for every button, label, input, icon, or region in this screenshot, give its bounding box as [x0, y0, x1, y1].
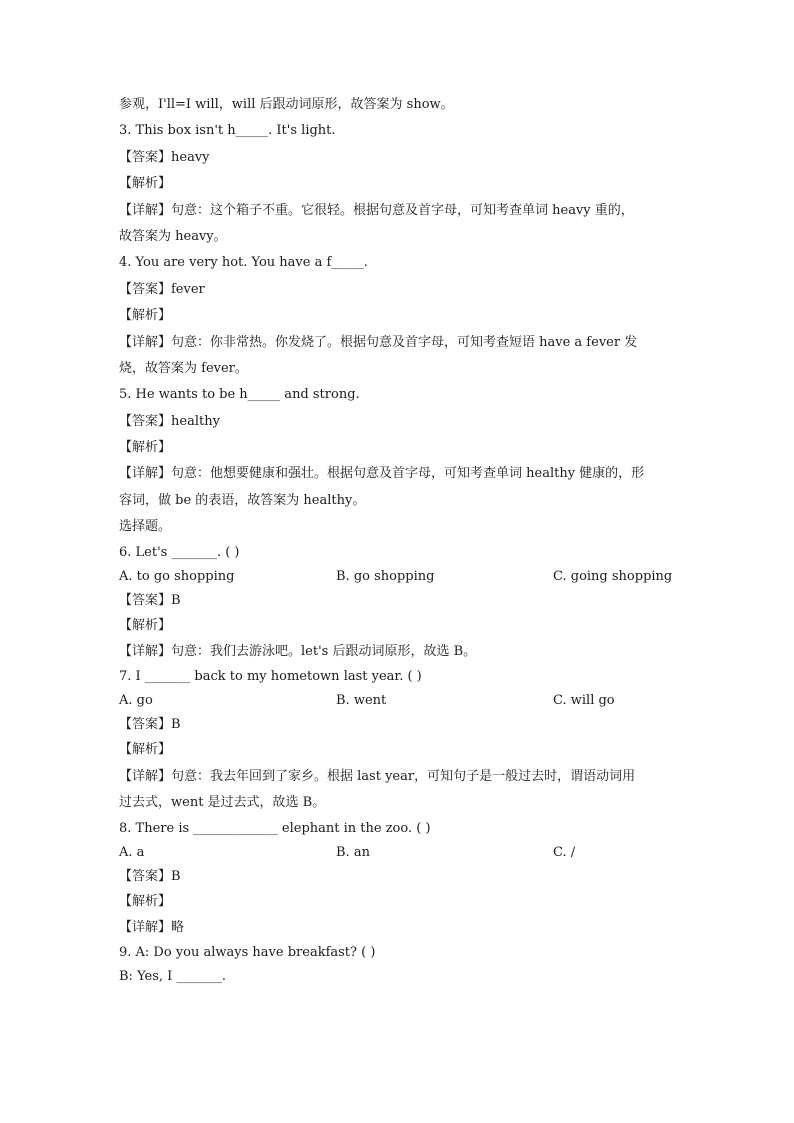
detail-line: 【详解】略 — [119, 919, 185, 935]
answer-line: 【答案】B — [119, 592, 181, 608]
question-5: 5. He wants to be h_____ and strong. — [119, 387, 360, 403]
text-line: 参观，I'll=I will，will 后跟动词原形，故答案为 show。 — [119, 97, 454, 112]
question-8: 8. There is _____________ elephant in the zoo. ( ) — [119, 820, 431, 836]
analysis-line: 【解析】 — [119, 440, 172, 456]
detail-line: 【详解】句意：他想要健康和强壮。根据句意及首字母，可知考查单词 healthy 健康的，形 — [119, 466, 645, 482]
question-6: 6. Let's _______. ( ) — [119, 544, 240, 560]
option-a: A. go — [119, 693, 153, 709]
detail-line: 容词，做 be 的表语，故答案为 healthy。 — [119, 492, 366, 508]
section-heading: 选择题。 — [119, 519, 172, 535]
question-4: 4. You are very hot. You have a f_____. — [119, 255, 368, 271]
option-c: C. going shopping — [553, 568, 673, 584]
analysis-line: 【解析】 — [119, 176, 172, 192]
dialogue-reply: B: Yes, I _______. — [119, 969, 227, 985]
answer-line: 【答案】heavy — [119, 149, 210, 165]
option-a: A. to go shopping — [119, 568, 235, 584]
detail-line: 烧，故答案为 fever。 — [119, 360, 248, 376]
detail-line: 过去式，went 是过去式，故选 B。 — [119, 795, 326, 811]
answer-line: 【答案】healthy — [119, 413, 220, 429]
options-row — [119, 565, 679, 589]
answer-line: 【答案】B — [119, 717, 181, 733]
question-7: 7. I _______ back to my hometown last year. ( ) — [119, 669, 422, 685]
detail-line: 【详解】句意：你非常热。你发烧了。根据句意及首字母，可知考查短语 have a fever 发 — [119, 334, 638, 350]
option-b: B. an — [336, 844, 370, 860]
analysis-line: 【解析】 — [119, 308, 172, 324]
analysis-line: 【解析】 — [119, 617, 172, 633]
detail-line: 故答案为 heavy。 — [119, 228, 227, 244]
option-c: C. / — [553, 844, 576, 860]
option-c: C. will go — [553, 693, 615, 709]
detail-line: 【详解】句意：这个箱子不重。它很轻。根据句意及首字母，可知考查单词 heavy 重的， — [119, 202, 634, 218]
question-9: 9. A: Do you always have breakfast? ( ) — [119, 945, 376, 961]
document-page — [119, 92, 679, 989]
analysis-line: 【解析】 — [119, 742, 172, 758]
option-a: A. a — [119, 844, 145, 860]
options-row — [119, 689, 679, 713]
detail-line: 【详解】句意：我们去游泳吧。let's 后跟动词原形，故选 B。 — [119, 644, 477, 660]
answer-line: 【答案】B — [119, 868, 181, 884]
analysis-line: 【解析】 — [119, 893, 172, 909]
question-3: 3. This box isn't h_____. It's light. — [119, 123, 336, 139]
answer-line: 【答案】fever — [119, 281, 205, 297]
option-b: B. went — [336, 693, 387, 709]
option-b: B. go shopping — [336, 568, 435, 584]
options-row — [119, 841, 679, 865]
detail-line: 【详解】句意：我去年回到了家乡。根据 last year，可知句子是一般过去时，谓语动词用 — [119, 768, 636, 784]
